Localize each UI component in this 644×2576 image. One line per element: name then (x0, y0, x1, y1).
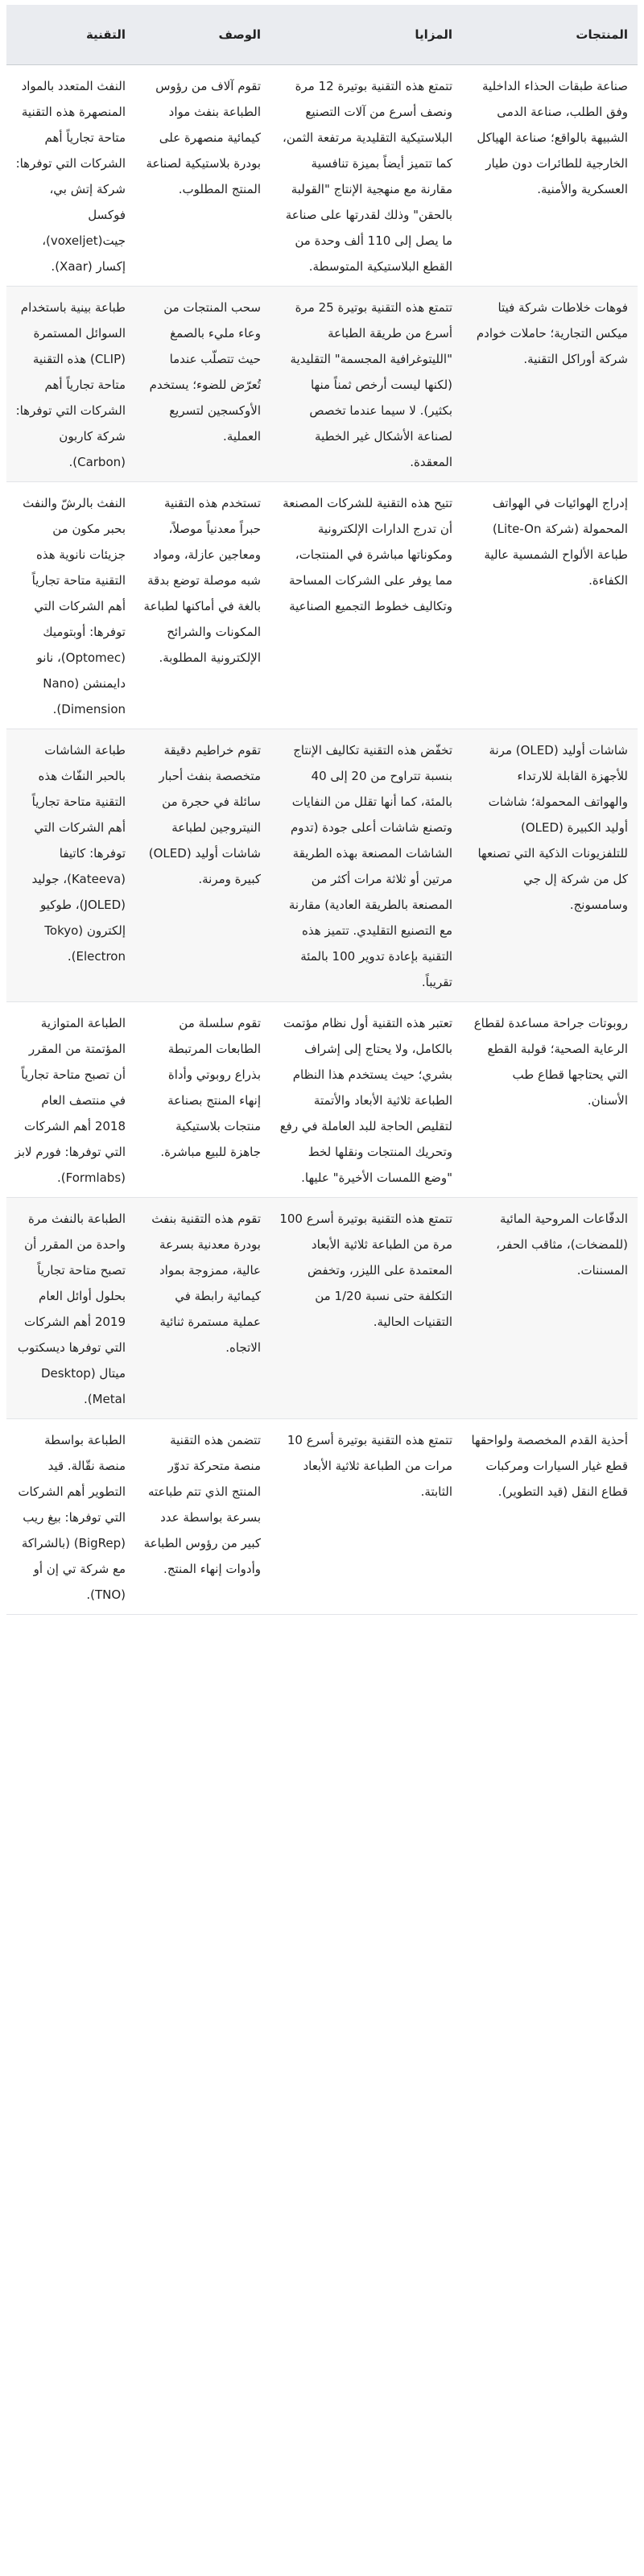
cell-products: أحذية القدم المخصصة ولواحقها قطع غيار السيارات ومركبات قطاع النقل (قيد التطوير). (462, 1419, 638, 1615)
cell-products: إدراج الهوائيات في الهواتف المحمولة (شركة Lite-On) طباعة الألواح الشمسية عالية الكفاءة. (462, 482, 638, 729)
header-description: الوصف (135, 5, 270, 65)
cell-products: شاشات أوليد (OLED) مرنة للأجهزة القابلة للارتداء والهواتف المحمولة؛ شاشات أوليد الكبيرة (OLED) للتلفزيونات الذكية التي تصنعها كل من شركة إل جي وسامسونج. (462, 729, 638, 1002)
cell-technology: الطباعة المتوازية المؤتمتة من المقرر أن تصبح متاحة تجارياً في منتصف العام 2018 أهم الشركات التي توفرها: فورم لابز (Formlabs). (6, 1002, 135, 1198)
header-row (6, 5, 638, 65)
header-products: المنتجات (462, 5, 638, 65)
cell-products: فوهات خلاطات شركة فيتا ميكس التجارية؛ حاملات خوادم شركة أوراكل التقنية. (462, 287, 638, 482)
cell-technology: النفث المتعدد بالمواد المنصهرة هذه التقنية متاحة تجارياً أهم الشركات التي توفرها: شركة إتش بي، فوكسل جيت(voxeljet)، إكسار (Xaar). (6, 65, 135, 287)
cell-description: سحب المنتجات من وعاء مليء بالصمغ حيث تتصلّب عندما تُعرّض للضوء؛ يستخدم الأوكسجين لتسريع العملية. (135, 287, 270, 482)
cell-advantages: تخفّض هذه التقنية تكاليف الإنتاج بنسبة تتراوح من 20 إلى 40 بالمئة، كما أنها تقلل من النفايات وتصنع شاشات أعلى جودة (تدوم الشاشات المصنعة بهذه الطريقة مرتين أو ثلاثة مرات أكثر من المصنعة بالطريقة العادية) مقارنة مع التصنيع التقليدي. تتميز هذه التقنية بإعادة تدوير 100 بالمئة تقريباً. (270, 729, 462, 1002)
cell-technology: الطباعة بواسطة منصة نقّالة. قيد التطوير أهم الشركات التي توفرها: بيغ ريب (BigRep) (بالشراكة مع شركة تي إن أو (TNO). (6, 1419, 135, 1615)
cell-advantages: تتمتع هذه التقنية بوتيرة أسرع 100 مرة من الطباعة ثلاثية الأبعاد المعتمدة على الليزر، وتخفض التكلفة حتى نسبة 1/20 من التقنيات الحالية. (270, 1198, 462, 1419)
cell-description: تقوم آلاف من رؤوس الطباعة بنفث مواد كيمائية منصهرة على بودرة بلاستيكية لصناعة المنتج المطلوب. (135, 65, 270, 287)
table-row (6, 482, 638, 729)
cell-technology: طباعة الشاشات بالحبر النفّاث هذه التقنية متاحة تجارياً أهم الشركات التي توفرها: كاتيفا (Kateeva)، جوليد (JOLED)، طوكيو إلكترون (Tokyo Electron). (6, 729, 135, 1002)
cell-products: روبوتات جراحة مساعدة لقطاع الرعاية الصحية؛ قولبة القطع التي يحتاجها قطاع طب الأسنان. (462, 1002, 638, 1198)
cell-advantages: تتمتع هذه التقنية بوتيرة أسرع 10 مرات من الطباعة ثلاثية الأبعاد الثابتة. (270, 1419, 462, 1615)
table-row (6, 1002, 638, 1198)
table-row (6, 65, 638, 287)
table-body (6, 65, 638, 1615)
cell-description: تقوم هذه التقنية بنفث بودرة معدنية بسرعة عالية، ممزوجة بمواد كيمائية رابطة في عملية مستمرة ثنائية الاتجاه. (135, 1198, 270, 1419)
table-row (6, 729, 638, 1002)
cell-technology: النفث بالرشّ والنفث بحبر مكون من جزيئات نانوية هذه التقنية متاحة تجارياً أهم الشركات التي توفرها: أوبتوميك (Optomec)، نانو دايمنشن (Nano Dimension). (6, 482, 135, 729)
cell-advantages: تتمتع هذه التقنية بوتيرة 12 مرة ونصف أسرع من آلات التصنيع البلاستيكية التقليدية مرتفعة الثمن، كما تتميز أيضاً بميزة تنافسية مقارنة مع منهجية الإنتاج "القولبة بالحقن" وذلك لقدرتها على صناعة ما يصل إلى 110 ألف وحدة من القطع البلاستيكية المتوسطة. (270, 65, 462, 287)
cell-description: تقوم خراطيم دقيقة متخصصة بنفث أحبار سائلة في حجرة من النيتروجين لطباعة شاشات أوليد (OLED) كبيرة ومرنة. (135, 729, 270, 1002)
cell-technology: طباعة بينية باستخدام السوائل المستمرة (CLIP) هذه التقنية متاحة تجارياً أهم الشركات التي توفرها: شركة كاربون (Carbon). (6, 287, 135, 482)
cell-products: الدفّاعات المروحية المائية (للمضخات)، مثاقب الحفر، المسننات. (462, 1198, 638, 1419)
cell-description: تتضمن هذه التقنية منصة متحركة تدوّر المنتج الذي تتم طباعته بسرعة بواسطة عدد كبير من رؤوس الطباعة وأدوات إنهاء المنتج. (135, 1419, 270, 1615)
cell-description: تقوم سلسلة من الطابعات المرتبطة بذراع روبوتي وأداة إنهاء المنتج بصناعة منتجات بلاستيكية جاهزة للبيع مباشرة. (135, 1002, 270, 1198)
cell-description: تستخدم هذه التقنية حبراً معدنياً موصلاً، ومعاجين عازلة، ومواد شبه موصلة توضع بدقة بالغة في أماكنها لطباعة المكونات والشرائح الإلكترونية المطلوبة. (135, 482, 270, 729)
cell-technology: الطباعة بالنفث مرة واحدة من المقرر أن تصبح متاحة تجارياً بحلول أوائل العام 2019 أهم الشركات التي توفرها ديسكتوب ميتال (Desktop Metal). (6, 1198, 135, 1419)
table-row (6, 287, 638, 482)
page (6, 0, 638, 1615)
table-row (6, 1198, 638, 1419)
table-row (6, 1419, 638, 1615)
cell-advantages: تتمتع هذه التقنية بوتيرة 25 مرة أسرع من طريقة الطباعة "الليتوغرافية المجسمة" التقليدية (لكنها ليست أرخص ثمناً منها بكثير). لا سيما عندما تخصص لصناعة الأشكال غير الخطية المعقدة. (270, 287, 462, 482)
cell-advantages: تعتبر هذه التقنية أول نظام مؤتمت بالكامل، ولا يحتاج إلى إشراف بشري؛ حيث يستخدم هذا النظام الطباعة ثلاثية الأبعاد والأتمتة لتقليص الحاجة للبد العاملة في رفع وتحريك المنتجات ونقلها لخط "وضع اللمسات الأخيرة" عليها. (270, 1002, 462, 1198)
cell-products: صناعة طبقات الحذاء الداخلية وفق الطلب، صناعة الدمى الشبيهة بالواقع؛ صناعة الهياكل الخارجية للطائرات دون طيار العسكرية والأمنية. (462, 65, 638, 287)
header-advantages: المزايا (270, 5, 462, 65)
technology-table (6, 5, 638, 1615)
header-technology: التقنية (6, 5, 135, 65)
table-header (6, 5, 638, 65)
cell-advantages: تتيح هذه التقنية للشركات المصنعة أن تدرج الدارات الإلكترونية ومكوناتها مباشرة في المنتجات، مما يوفر على الشركات المساحة وتكاليف خطوط التجميع الصناعية (270, 482, 462, 729)
